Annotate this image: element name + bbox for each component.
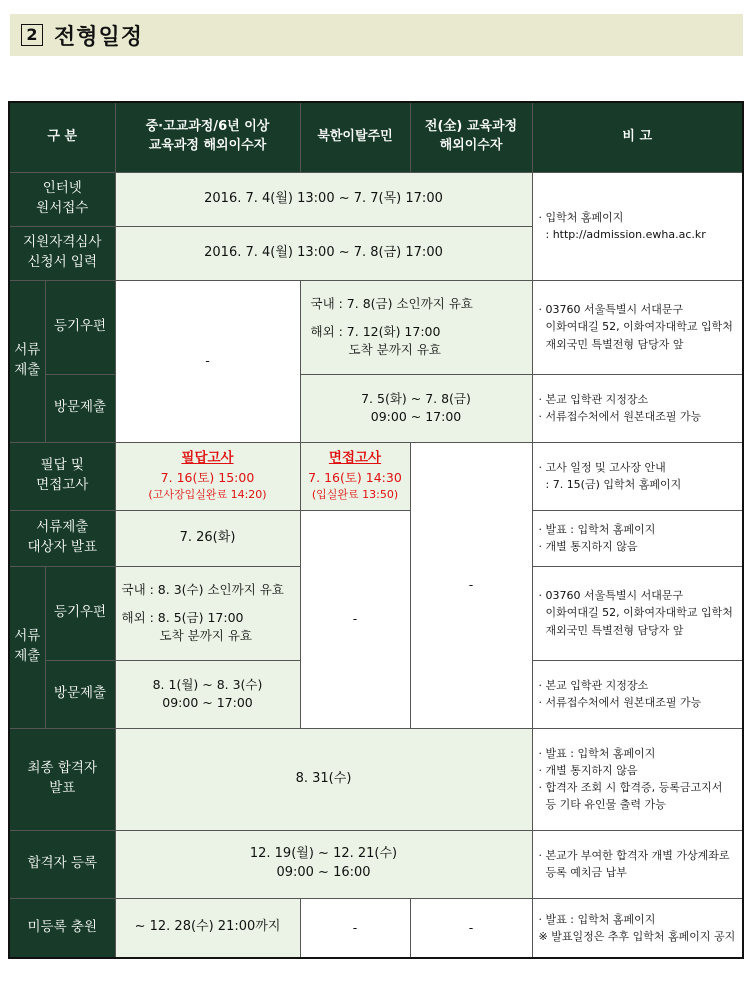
final-date: 8. 31(수) (115, 728, 532, 830)
section-number: 2 (21, 24, 43, 46)
docs-target-note (532, 510, 743, 566)
docs1-mail-dates (300, 280, 532, 374)
table-row (9, 830, 743, 898)
mail-overseas-cont: 도착 분까지 유효 (159, 628, 252, 644)
visit-date: 8. 1(월) ~ 8. 3(수) (152, 676, 263, 692)
note-line: 재외국민 특별전형 담당자 앞 (538, 337, 684, 351)
note-line: ※ 발표일정은 추후 입학처 홈페이지 공지 (538, 929, 736, 943)
row-label-line: 서류 (14, 628, 41, 645)
written-exam-cell (115, 442, 300, 510)
note-line: · 서류접수처에서 원본대조필 가능 (538, 410, 702, 423)
docs1-mail-note (532, 280, 743, 374)
supplement-date: ~ 12. 28(수) 21:00까지 (115, 898, 300, 958)
header-col1-line1: 중·고교과정/6년 이상 (145, 119, 270, 135)
note-line: 등록 예치금 납부 (538, 866, 627, 879)
note-line: · 입학처 홈페이지 (538, 210, 624, 224)
note-line: · 발표 : 입학처 홈페이지 (538, 746, 656, 760)
table-row (9, 898, 743, 958)
note-line: · 합격자 조회 시 합격증, 등록금고지서 (538, 781, 723, 794)
table-row (9, 728, 743, 830)
visit-date: 7. 5(화) ~ 7. 8(금) (361, 390, 471, 406)
written-exam-date: 7. 16(토) 15:00 (160, 469, 255, 485)
note-line: 재외국민 특별전형 담당자 앞 (538, 623, 684, 637)
supplement-col3-dash: - (410, 898, 532, 958)
row-label-line: 원서접수 (36, 200, 89, 216)
note-line: · 서류접수처에서 원본대조필 가능 (538, 696, 702, 709)
row-label-line: 필답 및 (40, 457, 84, 474)
table-row (9, 442, 743, 510)
docs-target-col2-dash: - (300, 510, 410, 728)
row-label-line: 인터넷 (42, 180, 82, 197)
table-row (9, 280, 743, 374)
header-col3 (410, 102, 532, 172)
row-label-online-apply (9, 172, 115, 226)
row-label-docs2-mail: 등기우편 (45, 566, 115, 660)
header-category: 구 분 (9, 102, 115, 172)
row-group-label-docs2 (9, 566, 45, 728)
visit-time: 09:00 ~ 17:00 (162, 695, 253, 710)
row-label-line: 서류제출 (36, 519, 89, 536)
row-label-line: 제출 (14, 362, 41, 378)
docs1-visit-note (532, 374, 743, 442)
docs2-mail-dates (115, 566, 300, 660)
row-label-docs-target (9, 510, 115, 566)
note-line: 이화여대길 52, 이화여자대학교 입학처 (538, 320, 733, 334)
header-col1-line2: 교육과정 해외이수자 (148, 138, 267, 154)
row-label-docs1-mail: 등기우편 (45, 280, 115, 374)
written-exam-title: 필답고사 (181, 450, 234, 467)
written-exam-sub: (고사장입실완료 14:20) (148, 487, 267, 501)
row-label-line: 서류 (14, 342, 41, 359)
note-line: · 본교 입학관 지정장소 (538, 392, 649, 406)
docs-target-date: 7. 26(화) (115, 510, 300, 566)
mail-overseas: 해외 : 8. 5(금) 17:00 (121, 609, 244, 625)
row-label-line: 대상자 발표 (27, 539, 97, 555)
table-row (9, 510, 743, 566)
note-line: · 고사 일정 및 고사장 안내 (538, 460, 666, 474)
note-line: · 발표 : 입학처 홈페이지 (538, 912, 656, 926)
exam-note (532, 442, 743, 510)
row-label-register: 합격자 등록 (9, 830, 115, 898)
mail-overseas: 해외 : 7. 12(화) 17:00 (310, 323, 441, 339)
section-heading (10, 14, 743, 56)
visit-time: 09:00 ~ 17:00 (370, 409, 462, 424)
row-label-supplement: 미등록 충원 (9, 898, 115, 958)
header-col1 (115, 102, 300, 172)
docs2-mail-note (532, 566, 743, 660)
table-row (9, 172, 743, 226)
header-col3-line1: 전(全) 교육과정 (424, 119, 518, 135)
register-dates (115, 830, 532, 898)
docs1-col1-dash: - (115, 280, 300, 442)
note-line: · 개별 통지하지 않음 (538, 763, 638, 777)
note-line: 등 기타 유인물 출력 가능 (538, 798, 666, 812)
website-note (532, 172, 743, 280)
interview-exam-date: 7. 16(토) 14:30 (308, 469, 402, 485)
supplement-note (532, 898, 743, 958)
online-apply-date: 2016. 7. 4(월) 13:00 ~ 7. 7(목) 17:00 (115, 172, 532, 226)
register-time: 09:00 ~ 16:00 (276, 865, 371, 880)
row-label-docs1-visit: 방문제출 (45, 374, 115, 442)
note-line: · 03760 서울특별시 서대문구 (538, 303, 684, 317)
note-line: 이화여대길 52, 이화여자대학교 입학처 (538, 606, 733, 620)
note-line: · 03760 서울특별시 서대문구 (538, 589, 684, 603)
table-header-row (9, 102, 743, 172)
register-note (532, 830, 743, 898)
note-line: · 발표 : 입학처 홈페이지 (538, 522, 656, 536)
header-col3-line2: 해외이수자 (439, 138, 503, 154)
note-line: · 본교가 부여한 합격자 개별 가상계좌로 (538, 848, 730, 862)
row-label-final (9, 728, 115, 830)
interview-exam-cell (300, 442, 410, 510)
mail-domestic: 국내 : 8. 3(수) 소인까지 유효 (121, 581, 284, 597)
row-label-docs2-visit: 방문제출 (45, 660, 115, 728)
docs2-visit-note (532, 660, 743, 728)
row-label-line: 지원자격심사 (23, 234, 102, 251)
supplement-col2-dash: - (300, 898, 410, 958)
note-line: : http://admission.ewha.ac.kr (538, 228, 706, 241)
note-line: · 개별 통지하지 않음 (538, 540, 638, 553)
qual-review-date: 2016. 7. 4(월) 13:00 ~ 7. 8(금) 17:00 (115, 226, 532, 280)
row-label-line: 면접고사 (36, 477, 89, 493)
row-group-label-docs1 (9, 280, 45, 442)
row-label-line: 발표 (49, 780, 76, 796)
row-label-exam (9, 442, 115, 510)
row-label-line: 신청서 입력 (27, 254, 97, 270)
register-date: 12. 19(월) ~ 12. 21(수) (249, 846, 398, 862)
header-remarks: 비 고 (532, 102, 743, 172)
interview-exam-sub: (입실완료 13:50) (311, 487, 399, 501)
row-label-line: 최종 합격자 (27, 760, 97, 777)
note-line: : 7. 15(금) 입학처 홈페이지 (538, 478, 682, 491)
row-label-qual-review (9, 226, 115, 280)
schedule-table (8, 101, 744, 959)
row-label-line: 제출 (14, 648, 41, 664)
docs1-visit-dates (300, 374, 532, 442)
docs2-visit-dates (115, 660, 300, 728)
mail-domestic: 국내 : 7. 8(금) 소인까지 유효 (310, 295, 473, 311)
section-title: 전형일정 (54, 24, 144, 50)
exam-col3-dash: - (410, 442, 532, 728)
final-note (532, 728, 743, 830)
mail-overseas-cont: 도착 분까지 유효 (348, 342, 441, 358)
header-col2: 북한이탈주민 (300, 102, 410, 172)
note-line: · 본교 입학관 지정장소 (538, 678, 649, 692)
interview-exam-title: 면접고사 (328, 450, 382, 467)
